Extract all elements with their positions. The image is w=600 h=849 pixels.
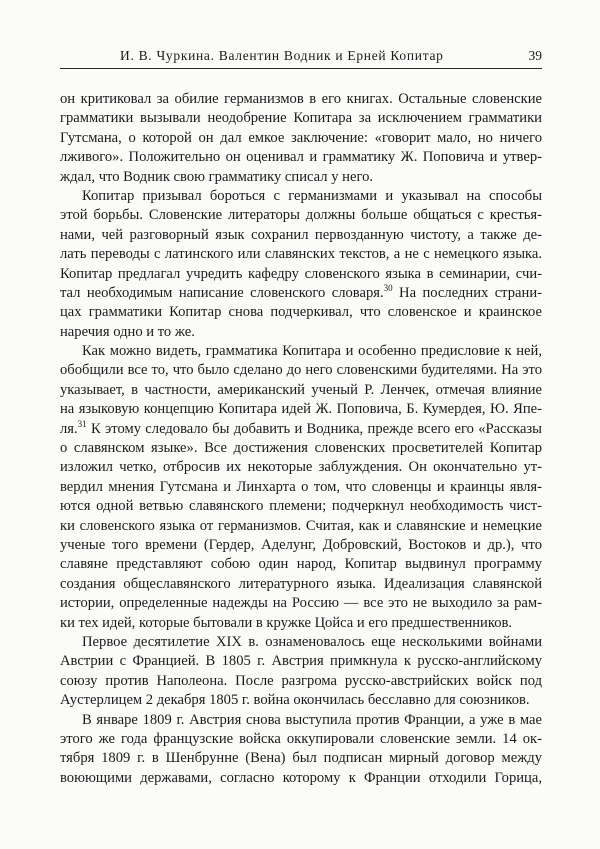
text-line: о славянском языке». Все достижения словенских просветителей Копитар [60, 440, 542, 457]
text-fragment: тал необходимым написание словенского словаря. [60, 284, 384, 301]
text-line [60, 284, 542, 303]
text-line: цах грамматики Копитар снова подчеркивал, что словенское и краинское [60, 304, 542, 321]
running-header [60, 44, 542, 69]
text-line: Первое десятилетие XIX в. ознаменовалось еще несколькими войнами [82, 633, 542, 650]
text-line: нами, чей разговорный язык сохранил первозданную чистоту, а также де- [60, 226, 542, 243]
paragraph [60, 633, 542, 711]
paragraph [60, 187, 542, 342]
text-line: ки словенского языка от германизмов. Считая, как и славянские и немецкие [60, 517, 542, 534]
text-line: ученые того времени (Гердер, Аделунг, Добровский, Востоков и др.), что [60, 536, 542, 553]
text-line: Австрии с Францией. В 1805 г. Австрия примкнула к русско-английскому [60, 653, 542, 670]
running-title: И. В. Чуркина. Валентин Водник и Ерней Копитар [120, 48, 444, 63]
text-line: наречия одно и то же. [60, 323, 195, 340]
text-line: грамматики вызывали неодобрение Копитара за исключением грамматики [60, 110, 542, 127]
paragraph [60, 90, 542, 187]
text-line: ются одной ветвью славянского племени; подчеркнул необходимость чист- [60, 498, 542, 515]
text-line: истории, определенные надежды на Россию — все это не выходило за рам- [60, 595, 542, 612]
text-line: тября 1809 г. в Шенбрунне (Вена) был подписан мирный договор между [60, 750, 542, 767]
text-line: Копитар призывал бороться с германизмами и указывал на способы [82, 187, 542, 204]
text-line: создания общеславянского литературного языка. Идеализация славянской [60, 575, 542, 592]
text-fragment: На последних страни- [399, 284, 542, 301]
text-line: этой борьбы. Словенские литераторы должны больше общаться с крестья- [60, 207, 542, 224]
text-line: на языковую концепцию Копитара идей Ж. Поповича, Б. Кумердея, Ю. Япе- [60, 401, 542, 418]
text-line: воюющими державами, согласно которому к Франции отходили Горица, [60, 769, 542, 786]
text-line: изложил четко, отбросив их некоторые заблуждения. Он окончательно ут- [60, 459, 542, 476]
text-line: ждал, что Водник свою грамматику списал у него. [60, 168, 374, 185]
text-line: В январе 1809 г. Австрия снова выступила против Франции, а уже в мае [82, 711, 542, 728]
paragraph [60, 711, 542, 789]
text-line: лать переводы с латинского или славянских текстов, а не с немецкого языка. [60, 246, 542, 263]
text-line: вердил мнения Гутсмана и Линхарта о том, что словенцы и краинцы явля- [60, 478, 542, 495]
footnote-ref[interactable]: 30 [383, 283, 393, 294]
paragraph [60, 342, 542, 633]
text-line: лживого». Положительно он оценивал и грамматику Ж. Поповича и утвер- [60, 149, 542, 166]
text-line [60, 420, 542, 439]
footnote-ref[interactable]: 31 [77, 418, 87, 429]
body-text [60, 90, 542, 788]
text-fragment: ля. [60, 420, 78, 437]
text-line: славяне представляют собою один народ, Копитар выдвинул программу [60, 556, 542, 573]
text-line: союзу против Наполеона. После разгрома русско-австрийских войск под [60, 672, 542, 689]
text-line: Аустерлицем 2 декабря 1805 г. война окончилась бесславно для союзников. [60, 692, 530, 709]
text-line: он критиковал за обилие германизмов в его книгах. Остальные словенские [60, 91, 542, 107]
text-line: этого же года французские войска оккупировали словенские земли. 14 ок- [60, 730, 542, 747]
text-line: Как можно видеть, грамматика Копитара и особенно предисловие к ней, [82, 343, 542, 360]
text-line: Копитар предлагал учредить кафедру словенского языка в семинарии, счи- [60, 265, 542, 282]
text-line: ки тех идей, которые бытовали в кружке Цойса и его предшественников. [60, 614, 513, 631]
text-fragment: К этому следовало бы добавить и Водника, прежде всего его «Рассказы [90, 420, 542, 437]
text-line: указывает, в частности, американский ученый Р. Ленчек, отмечая влияние [60, 381, 542, 398]
text-line: обобщили все то, что было сделано до него словенскими будителями. На это [60, 362, 542, 379]
text-line: Гутсмана, о которой он дал емкое заключение: «говорит мало, но ничего [60, 129, 542, 146]
page-number: 39 [528, 48, 542, 63]
